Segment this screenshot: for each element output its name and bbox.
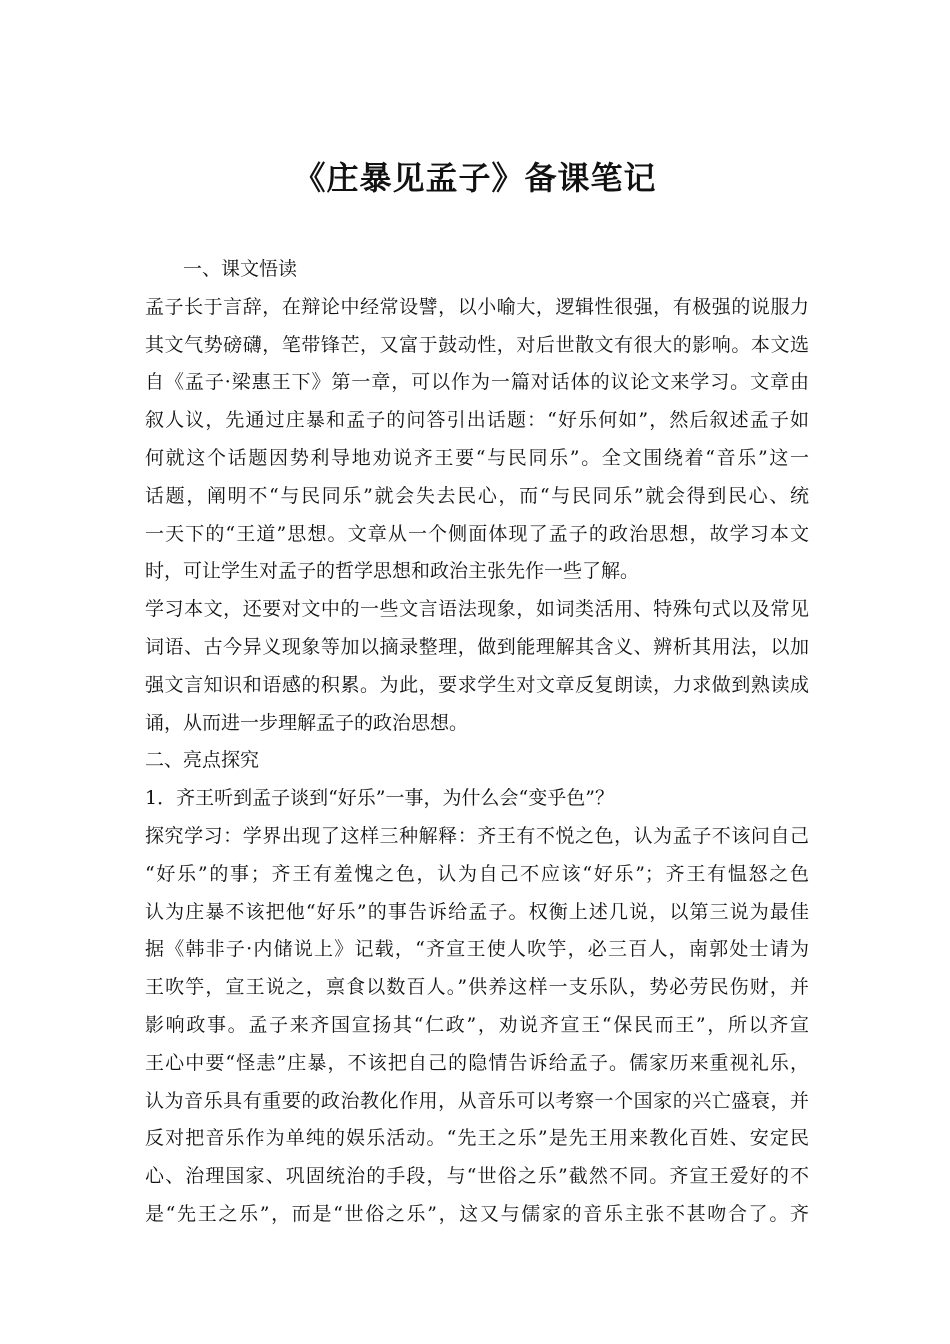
text-line: 时，可让学生对孟子的哲学思想和政治主张先作一些了解。 — [145, 560, 640, 583]
text-line: 认为庄暴不该把他“好乐”的事告诉给孟子。权衡上述几说，以第三说为最佳 — [145, 900, 809, 923]
text-line: 何就这个话题因势利导地劝说齐王要“与民同乐”。全文围绕着“音乐”这一 — [145, 446, 809, 469]
text-line: 心、治理国家、巩固统治的手段，与“世俗之乐”截然不同。齐宣王爱好的不 — [145, 1165, 809, 1188]
text-line: 王心中要“怪恚”庄暴，不该把自己的隐情告诉给孟子。儒家历来重视礼乐， — [145, 1051, 809, 1074]
text-line: 据《韩非子·内储说上》记载，“齐宣王使人吹竽，必三百人，南郭处士请为 — [145, 938, 809, 961]
text-line: “好乐”的事；齐王有羞愧之色，认为自己不应该“好乐”；齐王有愠怒之色 — [145, 862, 809, 885]
text-line: 话题，阐明不“与民同乐”就会失去民心，而“与民同乐”就会得到民心、统 — [145, 484, 809, 507]
text-line: 反对把音乐作为单纯的娱乐活动。“先王之乐”是先王用来教化百姓、安定民 — [145, 1127, 809, 1150]
text-line: 是“先王之乐”，而是“世俗之乐”，这又与儒家的音乐主张不甚吻合了。齐 — [145, 1202, 809, 1225]
text-line: 自《孟子·梁惠王下》第一章，可以作为一篇对话体的议论文来学习。文章由 — [145, 371, 809, 394]
document-body — [145, 251, 809, 1234]
text-line: 诵，从而进一步理解孟子的政治思想。 — [145, 711, 469, 734]
text-line: 二、亮点探究 — [145, 749, 260, 772]
text-line: 强文言知识和语感的积累。为此，要求学生对文章反复朗读，力求做到熟读成 — [145, 673, 809, 696]
text-line: 探究学习：学界出现了这样三种解释：齐王有不悦之色，认为孟子不该问自己 — [145, 824, 809, 847]
text-line: 一天下的“王道”思想。文章从一个侧面体现了孟子的政治思想，故学习本文 — [145, 522, 809, 545]
text-line: 认为音乐具有重要的政治教化作用，从音乐可以考察一个国家的兴亡盛衰，并 — [145, 1089, 809, 1112]
text-line: 一、课文悟读 — [183, 258, 298, 280]
document-title: 《庄暴见孟子》备课笔记 — [293, 159, 657, 197]
text-line: 王吹竽，宣王说之，禀食以数百人。”供养这样一支乐队，势必劳民伤财，并 — [145, 976, 809, 999]
text-line: 词语、古今异义现象等加以摘录整理，做到能理解其含义、辨析其用法，以加 — [145, 635, 809, 658]
text-line: 学习本文，还要对文中的一些文言语法现象，如词类活用、特殊句式以及常见 — [145, 598, 809, 621]
text-line: 孟子长于言辞，在辩论中经常设譬，以小喻大，逻辑性很强，有极强的说服力 — [145, 295, 809, 318]
text-line: 影响政事。孟子来齐国宣扬其“仁政”，劝说齐宣王“保民而王”，所以齐宣 — [145, 1013, 809, 1036]
text-line: 叙人议，先通过庄暴和孟子的问答引出话题：“好乐何如”，然后叙述孟子如 — [145, 409, 809, 432]
text-line: 其文气势磅礴，笔带锋芒，又富于鼓动性，对后世散文有很大的影响。本文选 — [145, 333, 809, 356]
text-line: 1．齐王听到孟子谈到“好乐”一事，为什么会“变乎色”？ — [145, 787, 614, 810]
